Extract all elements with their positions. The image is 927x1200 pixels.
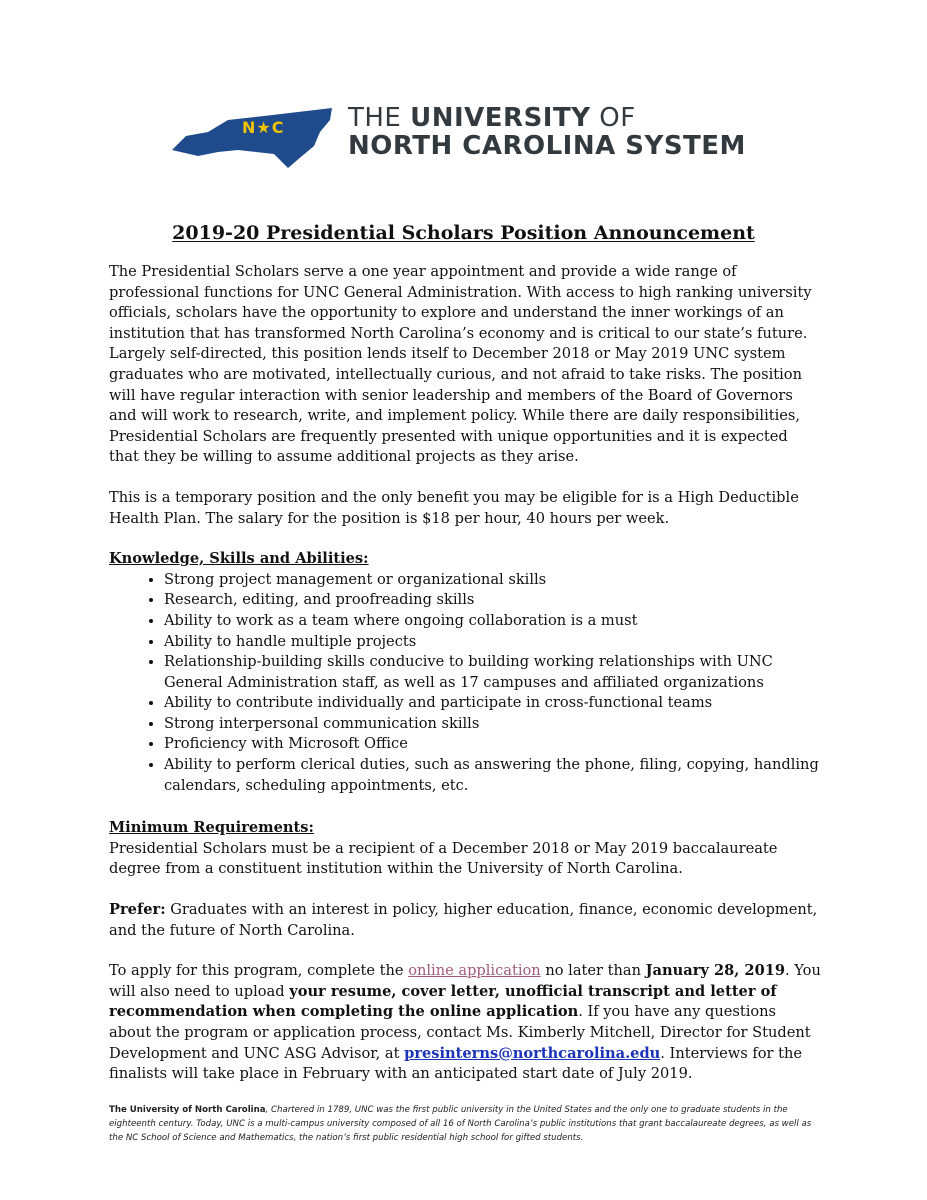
apply-text: To apply for this program, complete the xyxy=(109,962,409,980)
north-carolina-state-icon xyxy=(168,106,336,170)
list-item: • Ability to perform clerical duties, such as answering the phone, filing, copying, handling calendars, scheduling appointments, etc. xyxy=(164,755,821,796)
online-application-link[interactable]: online application xyxy=(408,962,541,980)
list-item: • Ability to contribute individually and participate in cross-functional teams xyxy=(164,693,821,714)
list-item: • Strong interpersonal communication skills xyxy=(164,714,821,735)
apply-paragraph xyxy=(109,961,821,1085)
benefits-paragraph: This is a temporary position and the only benefit you may be eligible for is a High Deductible Health Plan. The salary for the position is $18 per hour, 40 hours per week. xyxy=(109,488,799,527)
logo-wordmark xyxy=(348,104,746,160)
list-item: • Strong project management or organizational skills xyxy=(164,570,821,591)
apply-text: . Interviews for the finalists will take place in February with an anticipated start date of July 2019. xyxy=(109,1044,803,1083)
logo-university: UNIVERSITY xyxy=(410,103,591,133)
ksa-list xyxy=(109,570,821,797)
logo-the: THE xyxy=(348,103,411,133)
logo-badge-text: N★C xyxy=(242,118,285,137)
list-item: • Proficiency with Microsoft Office xyxy=(164,734,821,755)
prefer-paragraph xyxy=(109,900,821,941)
footer-org: The University of North Carolina xyxy=(109,1105,266,1115)
unc-system-logo xyxy=(168,104,838,176)
apply-text: no later than xyxy=(540,962,646,980)
list-item: • Relationship-building skills conducive to building working relationships with UNC General Administration staff, as well as 17 campuses and affiliated organizations xyxy=(164,652,821,693)
ksa-heading: Knowledge, Skills and Abilities: xyxy=(109,550,369,568)
required-documents: your resume, cover letter, unofficial transcript and letter of recommendation when completing the online application xyxy=(109,982,777,1021)
deadline: January 28, 2019 xyxy=(645,962,786,980)
intro-paragraph: The Presidential Scholars serve a one year appointment and provide a wide range of professional functions for UNC General Administration. With access to high ranking university officials, scholars have the opportunity to explore and understand the inner workings of an institution that has transformed North Carolina’s economy and is critical to our state’s future. Largely self-directed, this position lends itself to December 2018 or May 2019 UNC system graduates who are motivated, intellectually curious, and not afraid to take risks. The position will have regular interaction with senior leadership and members of the Board of Governors and will work to research, write, and implement policy. While there are daily responsibilities, Presidential Scholars are frequently presented with unique opportunities and it is expected that they be willing to assume additional projects as they arise. xyxy=(109,263,812,466)
list-item: • Research, editing, and proofreading skills xyxy=(164,590,821,611)
prefer-text: Graduates with an interest in policy, higher education, finance, economic development, and the future of North Carolina. xyxy=(109,901,818,939)
apply-text: . If you have any questions about the program or application process, contact Ms. Kimberly Mitchell, Director for Student Development and UNC ASG Advisor, at xyxy=(109,1003,811,1062)
apply-text: . You will also need to upload xyxy=(109,962,821,1000)
announcement-body xyxy=(109,262,821,1085)
logo-system-line: NORTH CAROLINA SYSTEM xyxy=(348,131,746,161)
list-item: • Ability to work as a team where ongoing collaboration is a must xyxy=(164,611,821,632)
contact-email-link[interactable]: presinterns@northcarolina.edu xyxy=(404,1044,661,1062)
prefer-label: Prefer: xyxy=(109,901,166,919)
minimum-requirements-text: Presidential Scholars must be a recipient of a December 2018 or May 2019 baccalaureate degree from a constituent institution within the University of North Carolina. xyxy=(109,839,778,878)
minimum-requirements-heading: Minimum Requirements: xyxy=(109,819,314,837)
footer-text: , Chartered in 1789, UNC was the first public university in the United States and the only one to graduate students in the eighteenth century. Today, UNC is a multi-campus university composed of all 16 of North Carolina’s public institutions that grant baccalaureate degrees, as well as the NC School of Science and Mathematics, the nation’s first public residential high school for gifted students. xyxy=(109,1105,812,1143)
logo-of: OF xyxy=(590,103,636,133)
list-item: • Ability to handle multiple projects xyxy=(164,632,821,653)
footer-note xyxy=(109,1103,821,1145)
page-title: 2019-20 Presidential Scholars Position Announcement xyxy=(172,222,755,244)
